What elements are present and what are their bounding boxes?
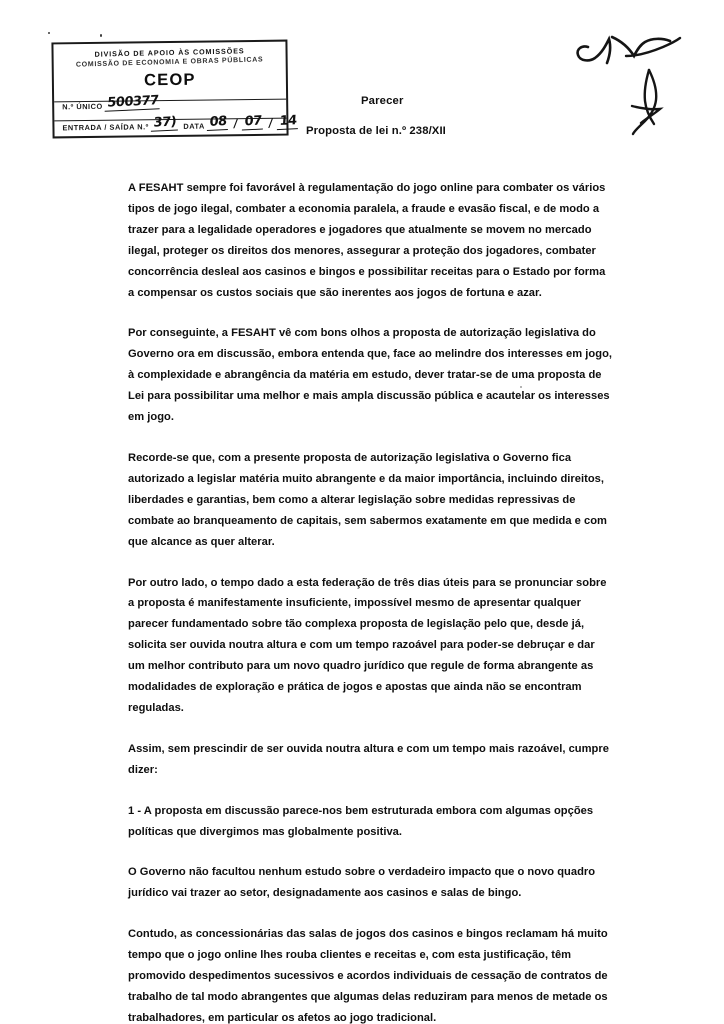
paper-speck xyxy=(100,34,102,37)
stamp-organization-line-1: DIVISÃO DE APOIO ÀS COMISSÕES xyxy=(94,46,245,59)
paragraph: A FESAHT sempre foi favorável à regulamentação do jogo online para combater os vários tipos de jogo ilegal, combater a economia paralela, a fraude e evasão fiscal, e de modo a trazer para a legalidade operadores e jogadores que atualmente se movem no mercado ilegal, proteger os direitos dos menores, assegurar a proteção dos jogadores, combater concorrência desleal aos casinos e bingos e possibilitar receitas para o Estado por forma a compensar os custos sociais que são inerentes aos jogos de fortuna e azar. xyxy=(128,182,606,299)
page-subtitle: Proposta de lei n.º 238/XII xyxy=(306,125,446,137)
stamp-date-label: DATA xyxy=(183,121,205,131)
paper-speck xyxy=(48,32,50,34)
stamp-unique-number-value: 500377 xyxy=(105,94,161,112)
page-title: Parecer xyxy=(361,95,404,107)
paragraph: Por outro lado, o tempo dado a esta federação de três dias úteis para se pronunciar sobre a proposta é manifestamente insuficiente, impossível mesmo de apresentar qualquer parecer fundamentado sobre tão complexa proposta de legislação pelo que, desde já, solicita ser ouvida noutra altura e com um tempo razoável para poder-se debruçar e dar um melhor contributo para um novo quadro jurídico que regule de forma abrangente as modalidades de exploração e prática de jogos e apostas que ainda não se encontram reguladas. xyxy=(128,576,607,714)
stamp-date-day: 08 xyxy=(207,115,229,131)
stamp-date-year: 14 xyxy=(277,114,299,130)
paragraph: Contudo, as concessionárias das salas de jogos dos casinos e bingos reclamam há muito tempo que o jogo online lhes rouba clientes e receitas e, com esta justificação, têm promovido despedimentos sucessivos e acordos individuais de cessação de contratos de trabalho de tal modo abrangentes que algumas delas reduziram para menos de metade os trabalhadores, em particular os afetos ao jogo tradicional. xyxy=(128,928,608,1024)
stamp-date-separator-1: / xyxy=(233,115,239,130)
paragraph: Recorde-se que, com a presente proposta de autorização legislativa o Governo fica autorizado a legislar matéria muito abrangente e da maior importância, incluindo direitos, liberdades e garantias, bem como a alterar legislação sobre medidas repressivas de combate ao branqueamento de capitais, sem sabermos exatamente em que medida e com que alcance as quer alterar. xyxy=(128,451,607,548)
stamp-date-separator-2: / xyxy=(268,115,274,130)
stamp-entry-row xyxy=(60,113,298,133)
document-body xyxy=(128,178,613,1024)
paragraph: Por conseguinte, a FESAHT vê com bons olhos a proposta de autorização legislativa do Governo ora em discussão, embora entenda que, face ao melindre dos interesses em jogo, à complexidade e abrangência da matéria em estudo, dever tratar-se de uma proposta de Lei para possibilitar uma melhor e mais ampla discussão pública e acautelar os interesses em jogo. xyxy=(128,327,613,424)
stamp-entry-value: 37) xyxy=(151,115,179,131)
stamp-acronym: CEOP xyxy=(144,70,196,90)
stamp-unique-number-label: N.º ÚNICO xyxy=(62,101,103,112)
stamp-unique-number-row xyxy=(60,94,280,112)
paragraph: 1 - A proposta em discussão parece-nos bem estruturada embora com algumas opções políticas que divergimos mas globalmente positiva. xyxy=(128,804,594,838)
stamp-date-month: 07 xyxy=(242,114,264,130)
title-block xyxy=(306,95,606,137)
reception-stamp xyxy=(51,40,298,139)
stamp-entry-label: ENTRADA / SAÍDA N.º xyxy=(62,122,149,133)
paragraph: Assim, sem prescindir de ser ouvida noutra altura e com um tempo mais razoável, cumpre dizer: xyxy=(128,742,609,776)
paragraph: O Governo não facultou nenhum estudo sobre o verdadeiro impacto que o novo quadro jurídico vai trazer ao setor, designadamente aos casinos e salas de bingo. xyxy=(128,866,596,900)
stamp-organization-line-2: COMISSÃO DE ECONOMIA E OBRAS PÚBLICAS xyxy=(75,56,264,69)
